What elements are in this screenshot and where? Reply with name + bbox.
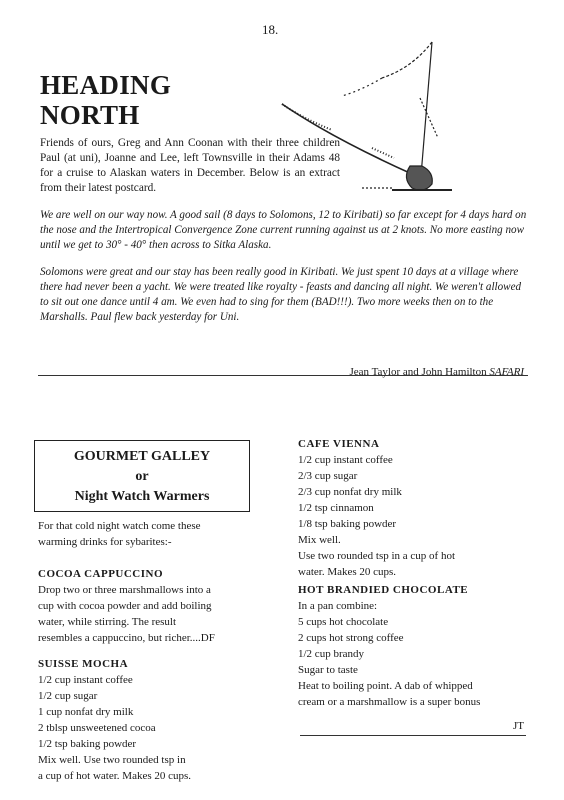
vienna-line: 1/8 tsp baking powder bbox=[298, 518, 397, 530]
mocha-line: Mix well. Use two rounded tsp in bbox=[38, 754, 186, 766]
box-subtitle: Night Watch Warmers bbox=[74, 489, 210, 504]
gourmet-galley-box bbox=[34, 440, 250, 512]
mocha-line: 1/2 cup sugar bbox=[38, 690, 98, 702]
vienna-line: Mix well. bbox=[298, 534, 341, 546]
closing-rule bbox=[300, 735, 526, 736]
author-initials: JT bbox=[513, 720, 524, 732]
vienna-line: Use two rounded tsp in a cup of hot bbox=[298, 550, 456, 562]
left-intro bbox=[38, 518, 201, 550]
brandied-line: cream or a marshmallow is a super bonus bbox=[298, 696, 481, 708]
left-intro-line: warming drinks for sybarites:- bbox=[38, 536, 172, 548]
postcard-paragraph-2: Solomons were great and our stay has been really good in Kiribati. We just spent 10 days at a village where there had never been a yacht. We were treated like royalty - feasts and dancing all night. We weren't allowed to sit out one dance until 4 am. We even had to sing for them (BAD!!!). Two more weeks then on to the Marshalls. Paul flew back yesterday for Uni. bbox=[40, 266, 522, 323]
vienna-title: CAFE VIENNA bbox=[298, 438, 380, 450]
mocha-line: 2 tblsp unsweetened cocoa bbox=[38, 722, 156, 734]
signature-names: Jean Taylor and John Hamilton bbox=[349, 366, 487, 378]
signature bbox=[350, 366, 525, 378]
mocha-title: SUISSE MOCHA bbox=[38, 658, 129, 670]
heading-line-2: NORTH bbox=[40, 100, 140, 130]
left-intro-line: For that cold night watch come these bbox=[38, 520, 201, 532]
box-title: GOURMET GALLEY bbox=[73, 449, 211, 464]
brandied-line: Sugar to taste bbox=[298, 664, 358, 676]
cocoa-line: water, while stirring. The result bbox=[38, 616, 177, 628]
brandied-line: Heat to boiling point. A dab of whipped bbox=[298, 680, 473, 692]
mocha-line: a cup of hot water. Makes 20 cups. bbox=[38, 770, 192, 782]
hot-brandied-chocolate-section bbox=[298, 582, 480, 710]
page-number: 18. bbox=[262, 22, 279, 37]
divider-rule bbox=[38, 375, 528, 376]
signature-boat: SAFARI bbox=[489, 366, 524, 378]
suisse-mocha-section bbox=[38, 656, 191, 784]
postcard-paragraph-1: We are well on our way now. A good sail (8 days to Solomons, 12 to Kiribati) so far except for 4 days hard on the nose and the Intertropical Convergence Zone current running against us at 2 knots. No more easting now until we get to 30° - 40° then across to Sitka Alaska. bbox=[40, 209, 527, 251]
vienna-line: 2/3 cup nonfat dry milk bbox=[298, 486, 402, 498]
article-heading bbox=[40, 70, 171, 130]
cocoa-line: resembles a cappuccino, but richer....DF bbox=[38, 632, 215, 644]
box-or: or bbox=[135, 469, 149, 484]
cocoa-line: cup with cocoa powder and add boiling bbox=[38, 600, 212, 612]
vienna-line: 2/3 cup sugar bbox=[298, 470, 358, 482]
brandied-title: HOT BRANDIED CHOCOLATE bbox=[298, 584, 469, 596]
vienna-line: water. Makes 20 cups. bbox=[298, 566, 397, 578]
cafe-vienna-section bbox=[298, 436, 455, 580]
brandied-line: 2 cups hot strong coffee bbox=[298, 632, 404, 644]
brandied-line: 5 cups hot chocolate bbox=[298, 616, 389, 628]
brandied-line: In a pan combine: bbox=[298, 600, 378, 612]
vienna-line: 1/2 tsp cinnamon bbox=[298, 502, 374, 514]
mocha-line: 1/2 tsp baking powder bbox=[38, 738, 137, 750]
cocoa-line: Drop two or three marshmallows into a bbox=[38, 584, 211, 596]
cocoa-title: COCOA CAPPUCCINO bbox=[38, 568, 164, 580]
mocha-line: 1 cup nonfat dry milk bbox=[38, 706, 134, 718]
mocha-line: 1/2 cup instant coffee bbox=[38, 674, 133, 686]
heading-line-1: HEADING bbox=[40, 70, 172, 100]
intro-paragraph: Friends of ours, Greg and Ann Coonan with their three children Paul (at uni), Joanne and Lee, left Townsville in their Adams 48 for a cruise to Alaskan waters in December. Below is an extract from their latest postcard. bbox=[40, 137, 340, 194]
cocoa-cappuccino-section bbox=[38, 566, 215, 646]
vienna-line: 1/2 cup instant coffee bbox=[298, 454, 393, 466]
brandied-line: 1/2 cup brandy bbox=[298, 648, 364, 660]
